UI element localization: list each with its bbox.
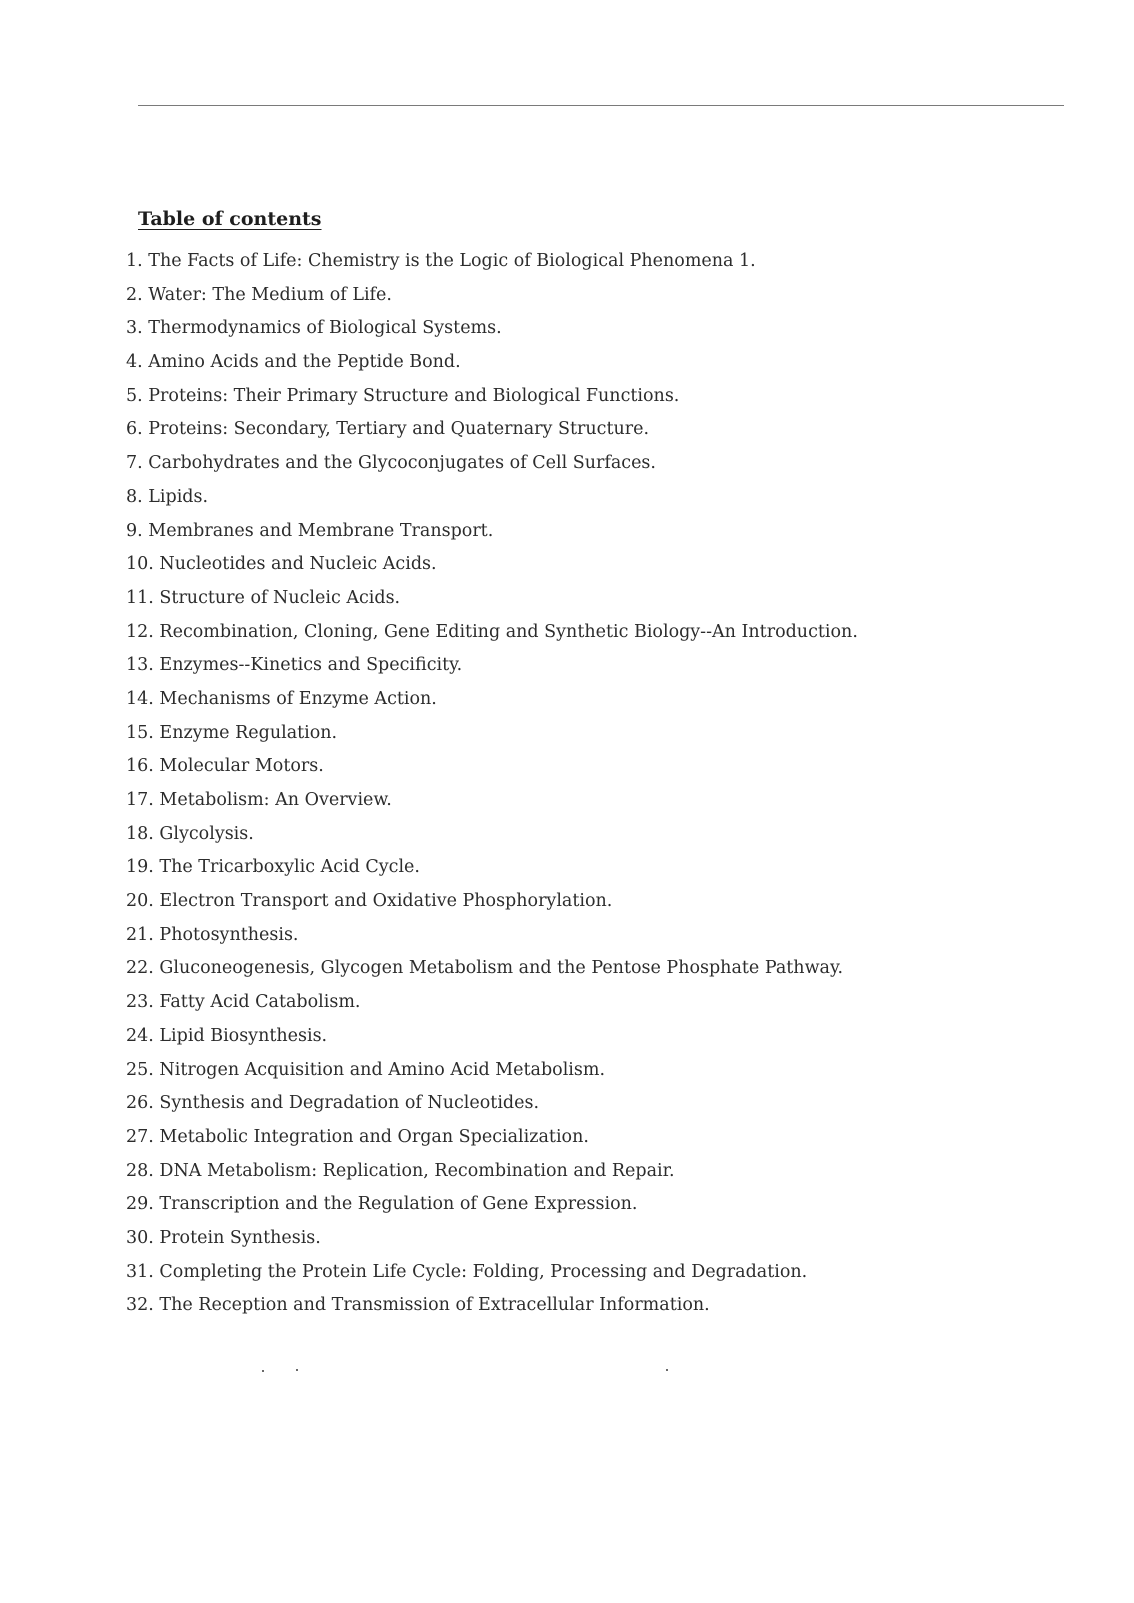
toc-heading: Table of contents: [138, 208, 322, 230]
toc-entry-title: Recombination, Cloning, Gene Editing and Synthetic Biology--An Introduction.: [159, 621, 858, 642]
toc-entry-number: 20.: [126, 891, 154, 912]
toc-entry-number: 8.: [126, 486, 143, 507]
toc-entry-title: Electron Transport and Oxidative Phosphorylation.: [159, 891, 613, 912]
toc-entry-title: Glycolysis.: [159, 823, 254, 844]
toc-entry-number: 21.: [126, 924, 154, 945]
toc-entry-title: Synthesis and Degradation of Nucleotides.: [159, 1093, 540, 1114]
toc-entry: [126, 823, 858, 857]
toc-entry-number: 26.: [126, 1093, 154, 1114]
toc-entry-title: Metabolism: An Overview.: [159, 790, 392, 810]
toc-entry-title: Nitrogen Acquisition and Amino Acid Metabolism.: [159, 1059, 606, 1080]
toc-entry: [126, 418, 858, 452]
toc-entry-title: Transcription and the Regulation of Gene Expression.: [159, 1194, 638, 1215]
toc-entry-number: 30.: [126, 1227, 154, 1248]
toc-entry: [126, 351, 858, 385]
toc-entry-number: 6.: [126, 419, 143, 440]
toc-entry: [126, 1193, 858, 1227]
toc-entry: [126, 957, 858, 991]
toc-entry-title: Metabolic Integration and Organ Specialization.: [159, 1126, 589, 1147]
toc-entry-number: 29.: [126, 1194, 154, 1215]
toc-entry-title: Proteins: Their Primary Structure and Biological Functions.: [148, 385, 680, 406]
toc-entry-title: The Tricarboxylic Acid Cycle.: [159, 857, 420, 878]
toc-entry-number: 18.: [126, 823, 154, 844]
toc-entry-title: Protein Synthesis.: [159, 1227, 321, 1248]
toc-entry: [126, 856, 858, 890]
toc-entry-title: Enzymes--Kinetics and Specificity.: [159, 655, 463, 676]
toc-entry: [126, 924, 858, 958]
toc-entry-title: Mechanisms of Enzyme Action.: [159, 688, 437, 709]
toc-entry-number: 5.: [126, 385, 143, 406]
toc-entry: [126, 486, 858, 520]
toc-entry-title: Water: The Medium of Life.: [148, 284, 392, 305]
toc-entry-number: 12.: [126, 621, 154, 642]
toc-entry: [126, 789, 858, 823]
toc-entry: [126, 587, 858, 621]
toc-entry: [126, 385, 858, 419]
toc-entry: [126, 1227, 858, 1261]
toc-entry: [126, 890, 858, 924]
toc-entry-title: DNA Metabolism: Replication, Recombination and Repair.: [159, 1160, 675, 1181]
toc-entry-number: 7.: [126, 453, 143, 474]
toc-entry: [126, 722, 858, 756]
toc-entry: [126, 317, 858, 351]
toc-entry: [126, 1294, 858, 1328]
toc-entry-title: Nucleotides and Nucleic Acids.: [159, 554, 437, 575]
toc-entry-number: 4.: [126, 352, 143, 373]
toc-entry-title: Photosynthesis.: [159, 924, 299, 945]
toc-entry: [126, 1126, 858, 1160]
toc-entry: [126, 1025, 858, 1059]
toc-entry-number: 11.: [126, 587, 154, 608]
toc-entry-number: 27.: [126, 1126, 154, 1147]
toc-entry-number: 19.: [126, 857, 154, 878]
toc-entry-title: Membranes and Membrane Transport.: [148, 520, 494, 541]
header-divider: [138, 105, 1064, 106]
toc-entry: [126, 452, 858, 486]
toc-entry-title: The Reception and Transmission of Extracellular Information.: [159, 1295, 710, 1316]
toc-entry: [126, 1261, 858, 1295]
toc-entry-title: Thermodynamics of Biological Systems.: [148, 318, 502, 339]
toc-entry-title: Completing the Protein Life Cycle: Folding, Processing and Degradation.: [159, 1261, 808, 1282]
toc-entry-title: Gluconeogenesis, Glycogen Metabolism and the Pentose Phosphate Pathway.: [159, 958, 844, 979]
scan-speck: [296, 1369, 298, 1371]
toc-entry: [126, 553, 858, 587]
toc-entry: [126, 520, 858, 554]
toc-entry-number: 15.: [126, 722, 154, 743]
toc-entry: [126, 250, 858, 284]
toc-entry: [126, 284, 858, 318]
toc-entry-number: 31.: [126, 1261, 154, 1282]
toc-entry: [126, 621, 858, 655]
toc-entry-number: 23.: [126, 992, 154, 1013]
toc-entry-number: 22.: [126, 958, 154, 979]
toc-entry-number: 9.: [126, 520, 143, 541]
toc-entry-number: 24.: [126, 1025, 154, 1046]
toc-entry-title: Enzyme Regulation.: [159, 722, 338, 743]
toc-entry: [126, 1160, 858, 1194]
toc-entry-number: 10.: [126, 554, 154, 575]
toc-entry-title: Carbohydrates and the Glycoconjugates of Cell Surfaces.: [148, 453, 656, 474]
toc-entry-number: 14.: [126, 688, 154, 709]
toc-entry-number: 32.: [126, 1295, 154, 1316]
scan-speck: [666, 1369, 668, 1371]
toc-entry-number: 3.: [126, 318, 143, 339]
toc-entry-title: Amino Acids and the Peptide Bond.: [148, 352, 461, 373]
toc-entry-number: 16.: [126, 756, 154, 777]
toc-entry-title: Molecular Motors.: [159, 756, 324, 777]
toc-list: [126, 250, 858, 1328]
toc-entry-number: 2.: [126, 284, 143, 305]
toc-entry-title: Lipids.: [148, 486, 209, 507]
toc-entry-title: Structure of Nucleic Acids.: [159, 587, 401, 608]
toc-entry-title: The Facts of Life: Chemistry is the Logic of Biological Phenomena 1.: [148, 251, 756, 271]
toc-entry-number: 13.: [126, 655, 154, 676]
toc-entry: [126, 688, 858, 722]
toc-entry-number: 25.: [126, 1059, 154, 1080]
toc-entry-number: 28.: [126, 1160, 154, 1181]
toc-entry-title: Fatty Acid Catabolism.: [159, 992, 361, 1013]
toc-entry-number: 17.: [126, 790, 154, 810]
toc-entry-title: Lipid Biosynthesis.: [159, 1025, 328, 1046]
scan-speck: [262, 1370, 264, 1372]
toc-entry: [126, 654, 858, 688]
toc-entry: [126, 1059, 858, 1093]
toc-entry: [126, 755, 858, 789]
toc-entry-title: Proteins: Secondary, Tertiary and Quaternary Structure.: [148, 419, 650, 440]
toc-entry: [126, 1092, 858, 1126]
toc-entry: [126, 991, 858, 1025]
toc-entry-number: 1.: [126, 251, 143, 271]
